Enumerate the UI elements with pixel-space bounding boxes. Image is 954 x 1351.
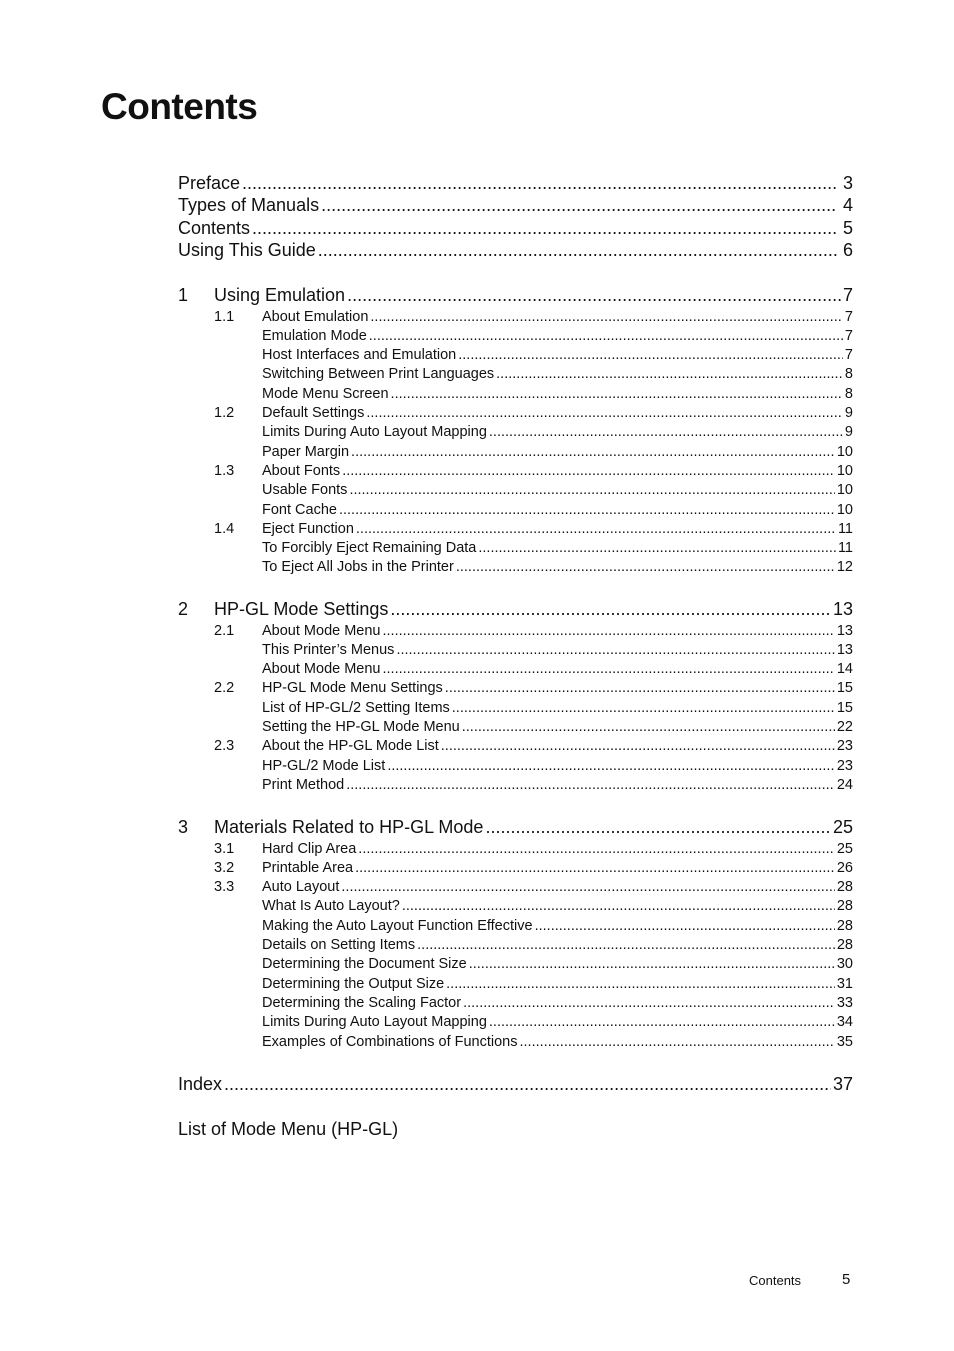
dot-leader xyxy=(396,642,834,658)
toc-number: 3.3 xyxy=(214,879,235,896)
toc-label: List of HP-GL/2 Setting Items xyxy=(262,699,450,716)
toc-entry-front-matter[interactable] xyxy=(178,173,853,194)
toc-page-number: 12 xyxy=(836,559,853,576)
toc-label: Preface xyxy=(178,173,241,193)
toc-entry-subsection[interactable] xyxy=(262,918,853,934)
toc-label: Default Settings xyxy=(262,405,365,421)
toc-page-number: 22 xyxy=(836,719,853,735)
toc-entry-subsection[interactable] xyxy=(262,995,853,1011)
toc-number: 2 xyxy=(178,599,189,619)
dot-leader xyxy=(369,328,843,344)
toc-label: What Is Auto Layout? xyxy=(262,898,400,915)
toc-page-number: 28 xyxy=(836,879,853,896)
dot-leader xyxy=(358,841,835,857)
toc-entry-subsection[interactable] xyxy=(262,758,853,774)
toc-page-number: 24 xyxy=(836,776,853,793)
toc-entry-subsection[interactable] xyxy=(262,1034,853,1050)
dot-leader xyxy=(252,218,837,239)
toc-label: Index xyxy=(178,1074,223,1094)
toc-label: Making the Auto Layout Function Effective xyxy=(262,917,533,934)
toc-page-number: 23 xyxy=(836,738,853,755)
toc-label: Using This Guide xyxy=(178,240,316,261)
toc-page-number: 7 xyxy=(842,285,853,305)
toc-label: Eject Function xyxy=(262,520,354,537)
toc-number: 2.3 xyxy=(214,738,235,755)
toc-entry-section[interactable] xyxy=(214,463,853,479)
toc-label: Determining the Output Size xyxy=(262,975,445,992)
toc-page-number: 9 xyxy=(844,405,853,421)
dot-leader xyxy=(387,758,835,774)
toc-page-number: 37 xyxy=(832,1074,853,1094)
toc-number: 1.1 xyxy=(214,308,235,325)
dot-leader xyxy=(489,424,843,440)
toc-entry-subsection[interactable] xyxy=(262,540,853,556)
toc-entry-index[interactable] xyxy=(178,1074,853,1095)
dot-leader xyxy=(366,405,843,421)
dot-leader xyxy=(341,879,834,895)
toc-entry-section[interactable] xyxy=(214,860,853,876)
toc-label: Contents xyxy=(178,217,251,238)
toc-entry-subsection[interactable] xyxy=(262,328,853,344)
dot-leader xyxy=(347,285,841,306)
toc-label: List of Mode Menu (HP-GL) xyxy=(178,1119,399,1139)
toc-page-number: 3 xyxy=(842,173,853,193)
dot-leader xyxy=(242,173,837,194)
dot-leader xyxy=(496,366,843,382)
dot-leader xyxy=(469,956,835,972)
toc-label: HP-GL Mode Settings xyxy=(214,599,389,619)
toc-number: 3.2 xyxy=(214,859,235,876)
dot-leader xyxy=(489,1014,835,1030)
toc-page-number: 10 xyxy=(836,443,853,460)
toc-entry-subsection[interactable] xyxy=(262,956,853,972)
toc-number: 2.2 xyxy=(214,680,235,697)
toc-page-number: 9 xyxy=(844,424,853,441)
dot-leader xyxy=(390,599,831,620)
toc-label: To Forcibly Eject Remaining Data xyxy=(262,540,477,557)
toc-label: HP-GL/2 Mode List xyxy=(262,757,386,774)
toc-page-number: 13 xyxy=(836,641,853,658)
toc-label: Setting the HP-GL Mode Menu xyxy=(262,719,460,735)
toc-entry-subsection[interactable] xyxy=(262,937,853,953)
dot-leader xyxy=(391,386,843,402)
dot-leader xyxy=(346,777,835,793)
toc-label: To Eject All Jobs in the Printer xyxy=(262,559,454,576)
toc-label: Host Interfaces and Emulation xyxy=(262,347,457,364)
dot-leader xyxy=(441,738,835,754)
dot-leader xyxy=(339,502,835,518)
toc-entry-section[interactable] xyxy=(214,738,853,754)
toc-page-number: 34 xyxy=(836,1014,853,1031)
toc-page-number: 11 xyxy=(837,540,853,557)
toc-label: Hard Clip Area xyxy=(262,840,357,857)
toc-number: 1 xyxy=(178,285,189,305)
dot-leader xyxy=(402,898,835,914)
toc-page-number: 8 xyxy=(844,366,853,383)
toc-page-number: 15 xyxy=(836,699,853,716)
toc-label: Determining the Scaling Factor xyxy=(262,994,462,1011)
toc-page-number: 10 xyxy=(836,462,853,479)
toc-page-number: 10 xyxy=(836,482,853,499)
toc-entry-subsection[interactable] xyxy=(262,700,853,716)
toc-label: About Fonts xyxy=(262,462,341,479)
toc-entry-front-matter[interactable] xyxy=(178,195,853,216)
toc-entry-subsection[interactable] xyxy=(262,661,853,677)
toc-page-number: 26 xyxy=(836,859,853,876)
toc-label: Mode Menu Screen xyxy=(262,385,389,402)
toc-entry-section[interactable] xyxy=(214,623,853,639)
toc-label: About the HP-GL Mode List xyxy=(262,738,439,755)
dot-leader xyxy=(478,540,836,556)
toc-entry-subsection[interactable] xyxy=(262,444,853,460)
toc-label: About Emulation xyxy=(262,308,369,325)
toc-entry-section[interactable] xyxy=(214,841,853,857)
dot-leader xyxy=(342,463,835,479)
toc-entry-section[interactable] xyxy=(214,879,853,895)
toc-entry-section[interactable] xyxy=(214,680,853,696)
toc-entry-subsection[interactable] xyxy=(262,502,853,518)
toc-label: Limits During Auto Layout Mapping xyxy=(262,1014,487,1031)
toc-label: About Mode Menu xyxy=(262,622,381,639)
toc-label: Switching Between Print Languages xyxy=(262,366,495,383)
toc-page-number: 4 xyxy=(842,195,853,216)
toc-label: Paper Margin xyxy=(262,443,350,460)
toc-page-number: 13 xyxy=(832,599,853,619)
dot-leader xyxy=(356,521,836,537)
toc-page-number: 33 xyxy=(836,994,853,1011)
toc-label: Types of Manuals xyxy=(178,195,320,216)
toc-entry-subsection[interactable] xyxy=(262,898,853,914)
toc-page-number: 8 xyxy=(844,385,853,402)
dot-leader xyxy=(458,347,843,363)
dot-leader xyxy=(445,680,835,696)
toc-entry-front-matter[interactable] xyxy=(178,240,853,261)
dot-leader xyxy=(224,1074,831,1095)
toc-page-number: 31 xyxy=(836,975,853,992)
dot-leader xyxy=(452,700,835,716)
toc-entry-subsection[interactable] xyxy=(262,976,853,992)
dot-leader xyxy=(463,995,835,1011)
toc-entry-subsection[interactable] xyxy=(262,347,853,363)
dot-leader xyxy=(417,937,835,953)
toc-label: Limits During Auto Layout Mapping xyxy=(262,424,487,441)
toc-label: Printable Area xyxy=(262,859,354,876)
toc-label: Print Method xyxy=(262,776,345,793)
toc-entry-chapter[interactable] xyxy=(178,817,853,838)
toc-page-number: 11 xyxy=(837,520,853,537)
toc-entry-subsection[interactable] xyxy=(262,719,853,735)
dot-leader xyxy=(520,1034,835,1050)
toc-label: Auto Layout xyxy=(262,879,340,896)
toc-entry-subsection[interactable] xyxy=(262,1014,853,1030)
dot-leader xyxy=(456,559,835,575)
toc-entry-appendix[interactable] xyxy=(178,1119,853,1140)
dot-leader xyxy=(351,444,835,460)
toc-page-number: 10 xyxy=(836,501,853,518)
toc-page-number: 6 xyxy=(842,240,853,261)
toc-page-number: 7 xyxy=(844,308,853,325)
toc-label: Examples of Combinations of Functions xyxy=(262,1033,518,1050)
toc-page-number: 28 xyxy=(836,898,853,915)
toc-page-number: 25 xyxy=(836,840,853,857)
toc-entry-chapter[interactable] xyxy=(178,599,853,620)
toc-page-number: 30 xyxy=(836,956,853,973)
toc-page-number: 28 xyxy=(836,937,853,953)
toc-label: Using Emulation xyxy=(214,285,346,305)
toc-entry-subsection[interactable] xyxy=(262,559,853,575)
footer-page-number: 5 xyxy=(842,1271,851,1288)
toc-page-number: 14 xyxy=(836,661,853,678)
footer-label: Contents xyxy=(749,1273,802,1288)
toc-label: Font Cache xyxy=(262,501,337,518)
dot-leader xyxy=(485,817,831,838)
toc-page-number: 5 xyxy=(842,217,853,238)
toc-entry-subsection[interactable] xyxy=(262,642,853,658)
toc-entry-subsection[interactable] xyxy=(262,424,853,440)
toc-entry-subsection[interactable] xyxy=(262,777,853,793)
toc-entry-subsection[interactable] xyxy=(262,386,853,402)
toc-entry-section[interactable] xyxy=(214,405,853,421)
toc-entry-subsection[interactable] xyxy=(262,366,853,382)
toc-label: Determining the Document Size xyxy=(262,956,467,973)
toc-entry-chapter[interactable] xyxy=(178,285,853,306)
toc-page-number: 13 xyxy=(836,622,853,639)
dot-leader xyxy=(383,661,835,677)
toc-number: 1.2 xyxy=(214,405,235,421)
toc-label: About Mode Menu xyxy=(262,661,381,678)
toc-page-number: 35 xyxy=(836,1033,853,1050)
dot-leader xyxy=(321,195,837,216)
toc-page-number: 28 xyxy=(836,917,853,934)
toc-entry-section[interactable] xyxy=(214,521,853,537)
toc-label: Emulation Mode xyxy=(262,327,367,344)
toc-label: HP-GL Mode Menu Settings xyxy=(262,680,443,697)
toc-label: Usable Fonts xyxy=(262,482,348,499)
dot-leader xyxy=(446,976,835,992)
toc-number: 1.4 xyxy=(214,520,235,537)
toc-label: This Printer’s Menus xyxy=(262,641,395,658)
toc-number: 1.3 xyxy=(214,462,235,479)
page-title: Contents xyxy=(101,86,258,127)
toc-label: Materials Related to HP-GL Mode xyxy=(214,817,484,837)
toc-number: 3 xyxy=(178,817,189,837)
dot-leader xyxy=(349,482,834,498)
dot-leader xyxy=(370,309,843,325)
dot-leader xyxy=(355,860,835,876)
toc-page-number: 15 xyxy=(836,680,853,697)
toc-entry-subsection[interactable] xyxy=(262,482,853,498)
dot-leader xyxy=(318,240,837,261)
toc-entry-front-matter[interactable] xyxy=(178,218,853,239)
toc-number: 2.1 xyxy=(214,622,235,639)
dot-leader xyxy=(383,623,835,639)
dot-leader xyxy=(462,719,835,735)
dot-leader xyxy=(535,918,835,934)
toc-page-number: 7 xyxy=(844,327,853,344)
toc-page-number: 25 xyxy=(832,817,853,837)
toc-entry-section[interactable] xyxy=(214,309,853,325)
toc-page-number: 23 xyxy=(836,757,853,774)
toc-number: 3.1 xyxy=(214,840,235,857)
toc-page-number: 7 xyxy=(844,347,853,364)
toc-label: Details on Setting Items xyxy=(262,937,416,953)
